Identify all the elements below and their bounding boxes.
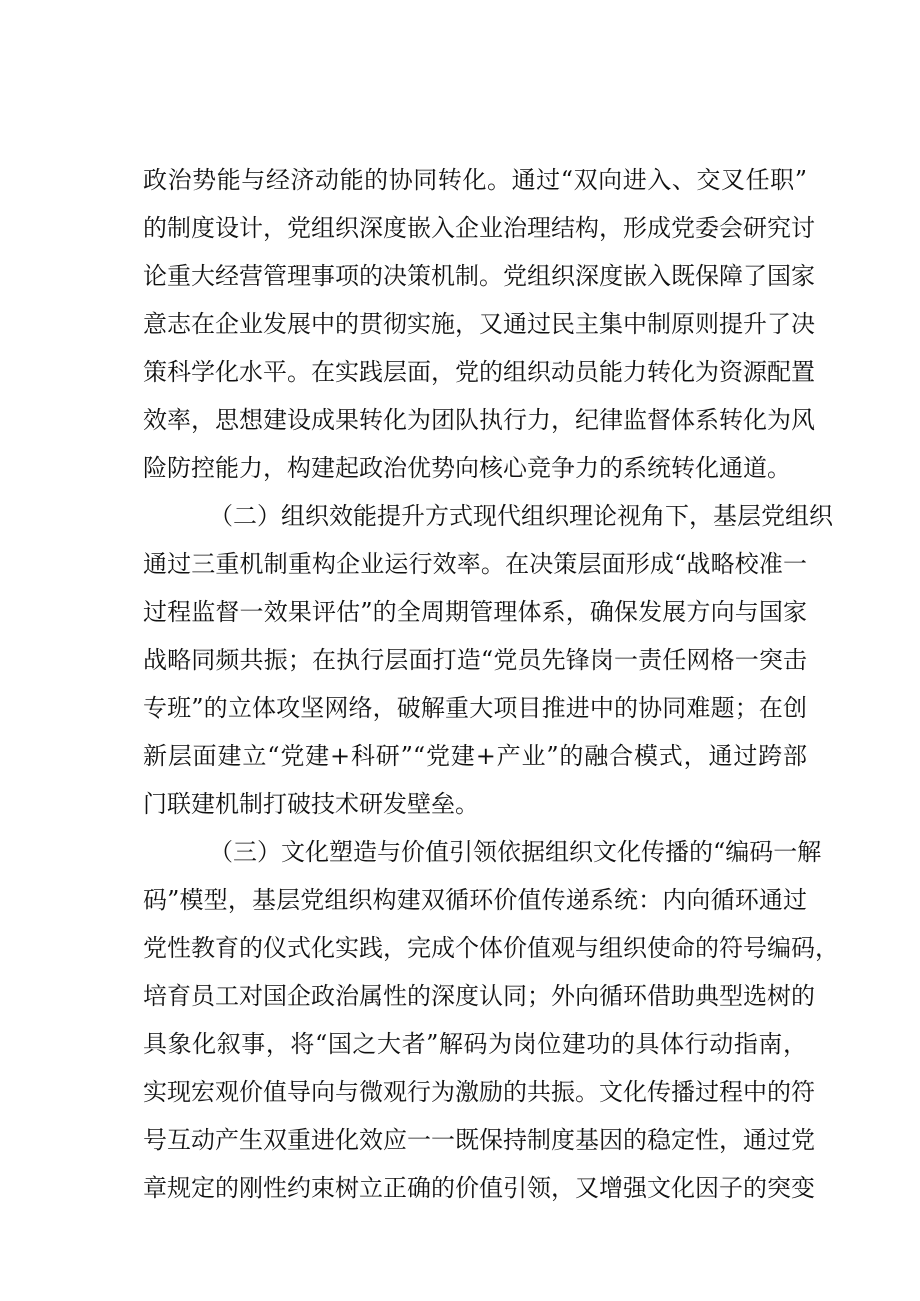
paragraph-1-line-4: 意志在企业发展中的贯彻实施，又通过民主集中制原则提升了决 — [143, 310, 815, 338]
paragraph-3-line-8: 章规定的刚性约束树立正确的价值引领，又增强文化因子的突变 — [143, 1174, 815, 1202]
paragraph-2-line-4: 战略同频共振；在执行层面打造“党员先锋岗一责任网格一突击 — [143, 646, 807, 674]
paragraph-2-line-1: （二）组织效能提升方式现代组织理论视角下，基层党组织 — [209, 502, 833, 530]
paragraph-1-line-5: 策科学化水平。在实践层面，党的组织动员能力转化为资源配置 — [143, 358, 815, 386]
paragraph-2-line-5: 专班”的立体攻坚网络，破解重大项目推进中的协同难题；在创 — [143, 694, 807, 722]
paragraph-3-line-7: 号互动产生双重进化效应一一既保持制度基因的稳定性，通过党 — [143, 1126, 815, 1154]
paragraph-1-line-2: 的制度设计，党组织深度嵌入企业治理结构，形成党委会研究讨 — [143, 214, 815, 242]
paragraph-3-line-3: 党性教育的仪式化实践，完成个体价值观与组织使命的符号编码， — [143, 934, 839, 962]
paragraph-2-line-2: 通过三重机制重构企业运行效率。在决策层面形成“战略校准一 — [143, 550, 807, 578]
paragraph-1-line-7: 险防控能力，构建起政治优势向核心竞争力的系统转化通道。 — [143, 454, 791, 482]
paragraph-3-line-1: （三）文化塑造与价值引领依据组织文化传播的“编码一解 — [209, 838, 822, 866]
paragraph-1-line-6: 效率，思想建设成果转化为团队执行力，纪律监督体系转化为风 — [143, 406, 815, 434]
paragraph-3-line-4: 培育员工对国企政治属性的深度认同；外向循环借助典型选树的 — [143, 982, 815, 1010]
paragraph-3-line-5: 具象化叙事，将“国之大者”解码为岗位建功的具体行动指南， — [143, 1030, 807, 1058]
paragraph-3-line-6: 实现宏观价值导向与微观行为激励的共振。文化传播过程中的符 — [143, 1078, 815, 1106]
paragraph-1-line-3: 论重大经营管理事项的决策机制。党组织深度嵌入既保障了国家 — [143, 262, 815, 290]
paragraph-2-line-6: 新层面建立“党建+科研”“党建+产业”的融合模式，通过跨部 — [143, 742, 807, 770]
paragraph-1-line-1: 政治势能与经济动能的协同转化。通过“双向进入、交叉任职” — [143, 166, 807, 194]
paragraph-3-line-2: 码”模型，基层党组织构建双循环价值传递系统：内向循环通过 — [143, 886, 807, 914]
paragraph-2-line-3: 过程监督一效果评估”的全周期管理体系，确保发展方向与国家 — [143, 598, 807, 626]
paragraph-2-line-7: 门联建机制打破技术研发壁垒。 — [143, 790, 479, 818]
